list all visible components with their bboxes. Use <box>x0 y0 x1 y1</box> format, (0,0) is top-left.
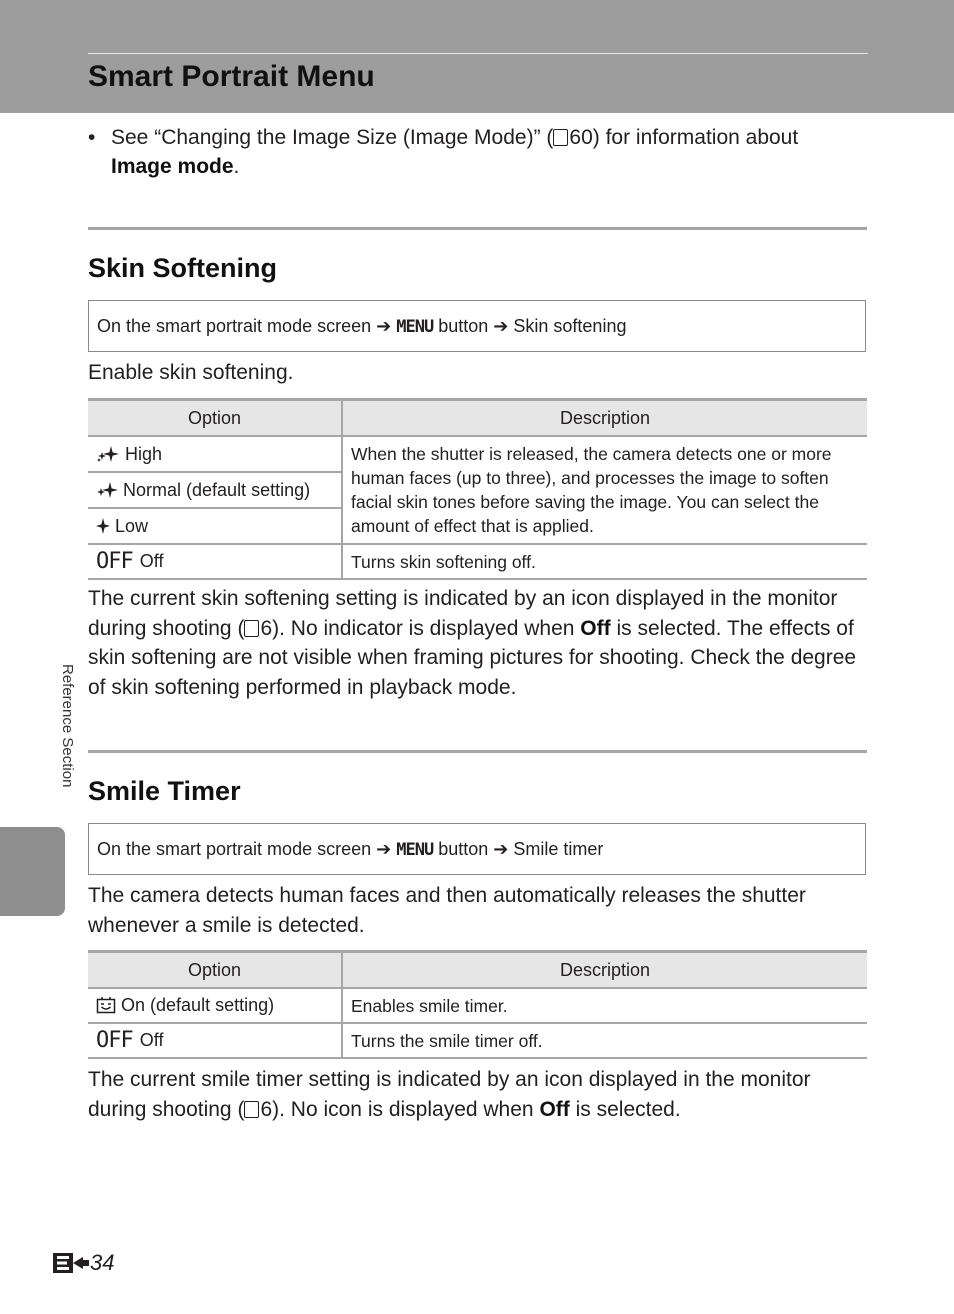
column-header-description: Description <box>342 952 867 989</box>
reference-section-e-icon <box>53 1252 89 1274</box>
smile-timer-icon <box>96 996 116 1014</box>
menu-button-icon: MENU <box>396 840 434 860</box>
page-title: Smart Portrait Menu <box>88 60 375 93</box>
skin-softening-high-icon <box>96 445 120 463</box>
column-header-option: Option <box>88 952 342 989</box>
side-section-tab <box>0 827 65 916</box>
table-row <box>88 544 867 579</box>
smile-timer-subtitle: The camera detects human faces and then automatically releases the shutter whenever a smile is detected. <box>88 884 806 937</box>
table-header-row <box>88 952 867 989</box>
arrow-right-icon: ➔ <box>493 316 509 336</box>
page-reference-link[interactable]: 6 <box>260 616 273 640</box>
skin-softening-note: The current skin softening setting is indicated by an icon displayed in the monitor during shooting ( 6). No indicator is displayed when Off is selected. The effects of skin softening are not visible when framing pictures for shooting. Check the degree of skin softening performed in playback mode. <box>88 587 857 699</box>
section-title-smile-timer: Smile Timer <box>88 776 241 806</box>
arrow-right-icon: ➔ <box>376 316 392 336</box>
off-icon: OFF <box>96 1028 133 1053</box>
column-header-description: Description <box>342 400 867 437</box>
skin-softening-menu-path: On the smart portrait mode screen ➔ MENU button ➔ Skin softening <box>88 300 866 352</box>
bullet-dot: • <box>88 126 96 149</box>
description-smile-timer-off: Turns the smile timer off. <box>342 1023 867 1058</box>
arrow-right-icon: ➔ <box>376 839 392 859</box>
smile-timer-note: The current smile timer setting is indicated by an icon displayed in the monitor during shooting ( 6). No icon is displayed when Off is selected. <box>88 1068 811 1121</box>
book-reference-icon <box>244 620 259 637</box>
skin-softening-option-table <box>88 398 867 580</box>
description-smile-timer-on: Enables smile timer. <box>342 988 867 1023</box>
description-skin-softening-on: When the shutter is released, the camera detects one or more human faces (up to three), and processes the image to soften facial skin tones before saving the image. You can select the amount of effect that is applied. <box>342 436 867 544</box>
section-title-skin-softening: Skin Softening <box>88 253 277 283</box>
description-skin-softening-off: Turns skin softening off. <box>342 544 867 579</box>
arrow-right-icon: ➔ <box>493 839 509 859</box>
table-row <box>88 1023 867 1058</box>
page-reference-link[interactable]: 6 <box>260 1097 273 1121</box>
option-low: Low <box>88 508 342 544</box>
page-number: 34 <box>53 1250 114 1276</box>
column-header-option: Option <box>88 400 342 437</box>
image-mode-term: Image mode <box>111 155 234 178</box>
section-rule-smile-timer <box>88 750 867 753</box>
intro-bullet <box>88 123 848 181</box>
table-row <box>88 436 867 472</box>
option-high: High <box>88 436 342 472</box>
table-row <box>88 988 867 1023</box>
skin-softening-normal-icon <box>96 481 118 499</box>
header-rule <box>88 53 868 54</box>
intro-bullet-text: See “Changing the Image Size (Image Mode)” ( 60) for information about Image mode. <box>111 126 799 178</box>
option-normal: Normal (default setting) <box>88 472 342 508</box>
book-reference-icon <box>553 129 568 146</box>
smile-timer-menu-path: On the smart portrait mode screen ➔ MENU button ➔ Smile timer <box>88 823 866 875</box>
book-reference-icon <box>244 1101 259 1118</box>
option-off: OFF Off <box>88 544 342 579</box>
page-reference-link[interactable]: 60 <box>569 126 593 149</box>
table-header-row <box>88 400 867 437</box>
section-rule-skin-softening <box>88 227 867 230</box>
header-band <box>0 0 954 113</box>
option-smile-on: On (default setting) <box>88 988 342 1023</box>
skin-softening-low-icon <box>96 517 110 535</box>
side-section-label: Reference Section <box>59 664 76 788</box>
off-icon: OFF <box>96 549 133 574</box>
skin-softening-subtitle: Enable skin softening. <box>88 361 294 384</box>
smile-timer-option-table <box>88 950 867 1059</box>
option-smile-off: OFF Off <box>88 1023 342 1058</box>
menu-button-icon: MENU <box>396 317 434 337</box>
